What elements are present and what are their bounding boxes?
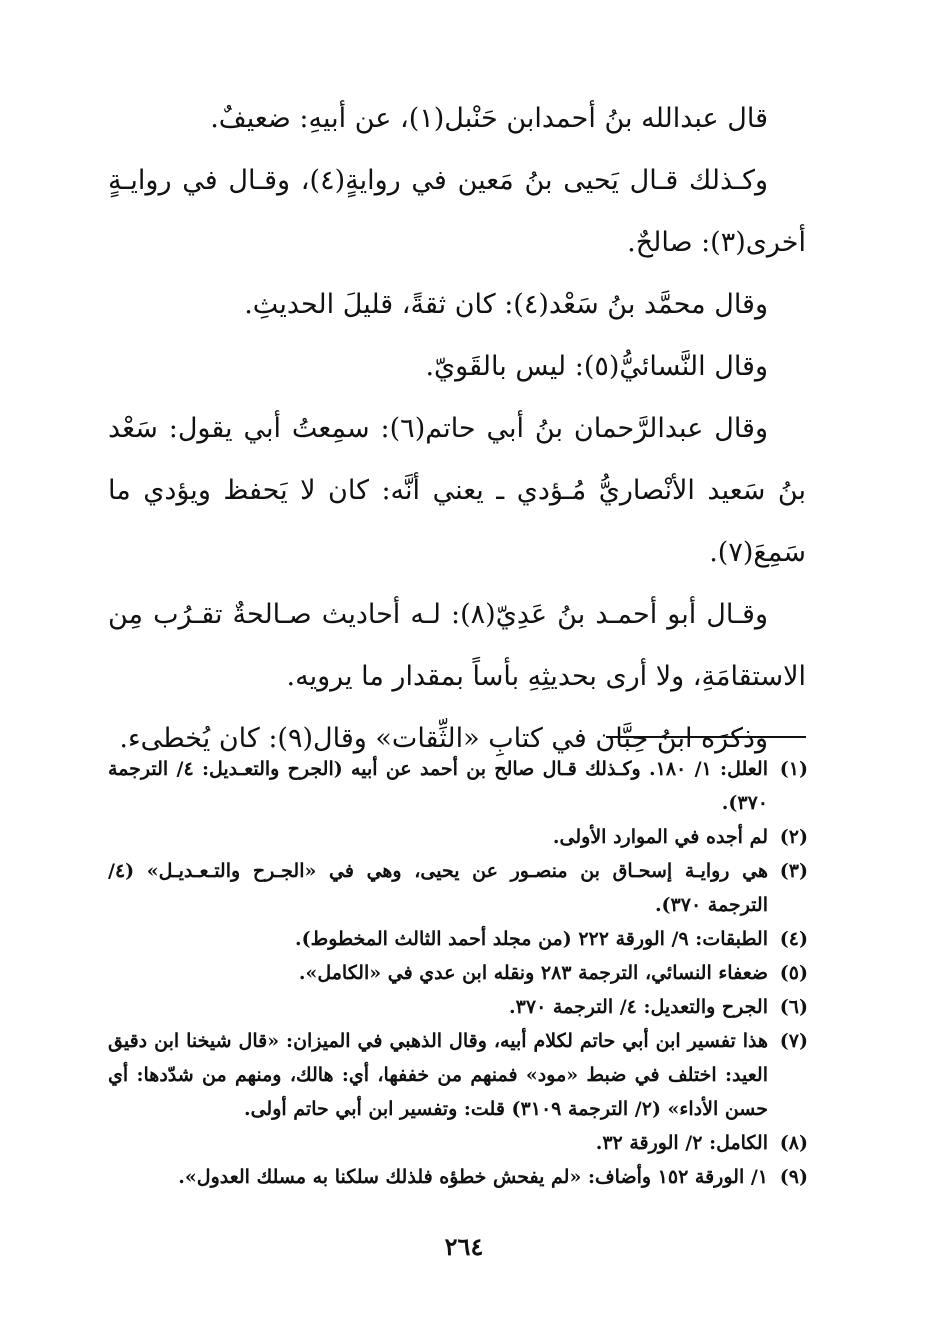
footnote-number: (٦) [779,996,808,1018]
paragraph [108,398,806,584]
footnote-separator [606,736,806,738]
footnote-item [108,820,808,854]
paragraph [108,336,806,398]
paragraph-text: وقـال أبو أحمـد بنُ عَدِيّ(٨): لـه أحاديث صـالحةٌ تقـرُب مِن الاستقامَةِ، ولا أرى بحديثِهِ بأساً بمقدار ما يرويه. [108,599,806,692]
paragraph [108,274,806,336]
footnote-number: (٤) [779,928,808,950]
page-number: ٢٦٤ [444,1232,484,1261]
footnote-text: الطبقات: ٩/ الورقة ٢٢٢ (من مجلد أحمد الثالث المخطوط). [295,928,768,950]
paragraph [108,150,806,274]
footnote-item [108,752,808,820]
footnote-item [108,1160,808,1194]
footnote-text: العلل: ١/ ١٨٠. وكـذلك قـال صالح بن أحمد عن أبيه (الجرح والتعـديل: ٤/ الترجمة ٣٧٠). [108,758,768,814]
footnote-item [108,854,808,922]
paragraph-text: وكـذلك قـال يَحيى بنُ مَعين في روايةٍ(٤)، وقـال في روايـةٍ أخرى(٣): صالحٌ. [108,165,806,258]
footnote-text: الجرح والتعديل: ٤/ الترجمة ٣٧٠. [509,996,768,1018]
footnote-number: (٢) [779,826,808,848]
footnote-item [108,990,808,1024]
paragraph-text: وذكرَه ابنُ حِبَّان في كتابِ «الثِّقات» وقال(٩): كان يُخطىء. [119,723,768,754]
paragraph-text: وقال محمَّد بنُ سَعْد(٤): كان ثقةً، قليلَ الحديثِ. [244,289,768,320]
footnote-text: هذا تفسير ابن أبي حاتم لكلام أبيه، وقال الذهبي في الميزان: «قال شيخنا ابن دقيق العيد: اختلف في ضبط «مود» فمنهم من خففها، أي: هالك، ومنهم من شدّدها: أي حسن الأداء» (٢/ الترجمة ٣١٠٩) قلت: وتفسير ابن أبي حاتم أولى. [108,1030,768,1120]
footnote-text: ١/ الورقة ١٥٢ وأضاف: «لم يفحش خطؤه فلذلك سلكنا به مسلك العدول». [178,1166,768,1188]
footnote-text: لم أجده في الموارد الأولى. [552,826,768,848]
paragraph [108,584,806,708]
footnotes [108,752,808,1194]
footnote-text: هي روايـة إسحـاق بن منصـور عن يحيى، وهي في «الجـرح والتـعـديـل» (٤/ الترجمة ٣٧٠). [108,860,768,916]
footnote-number: (٣) [779,860,808,882]
paragraph-text: قال عبدالله بنُ أحمدابن حَنْبل(١)، عن أبيهِ: ضعيفٌ. [210,103,768,134]
footnote-item [108,956,808,990]
footnote-text: ضعفاء النسائي، الترجمة ٢٨٣ ونقله ابن عدي في «الكامل». [298,962,768,984]
footnote-number: (٧) [779,1030,808,1052]
footnote-text: الكامل: ٢/ الورقة ٣٢. [595,1132,768,1154]
footnote-item [108,1126,808,1160]
footnote-number: (٥) [779,962,808,984]
footnote-number: (٨) [779,1132,808,1154]
footnote-number: (١) [779,758,808,780]
paragraph-text: وقال النَّسائيُّ(٥): ليس بالقَويّ. [425,351,768,382]
footnote-item [108,922,808,956]
footnote-number: (٩) [779,1166,808,1188]
footnote-item [108,1024,808,1126]
paragraph-text: وقال عبدالرَّحمان بنُ أبي حاتم(٦): سمِعتُ أبي يقول: سَعْد بنُ سَعيد الأنْصاريُّ مُـؤدي ـ يعني أنَّه: كان لا يَحفظ ويؤدي ما سَمِعَ(٧). [108,413,806,568]
paragraph [108,88,806,150]
main-text [108,88,806,770]
